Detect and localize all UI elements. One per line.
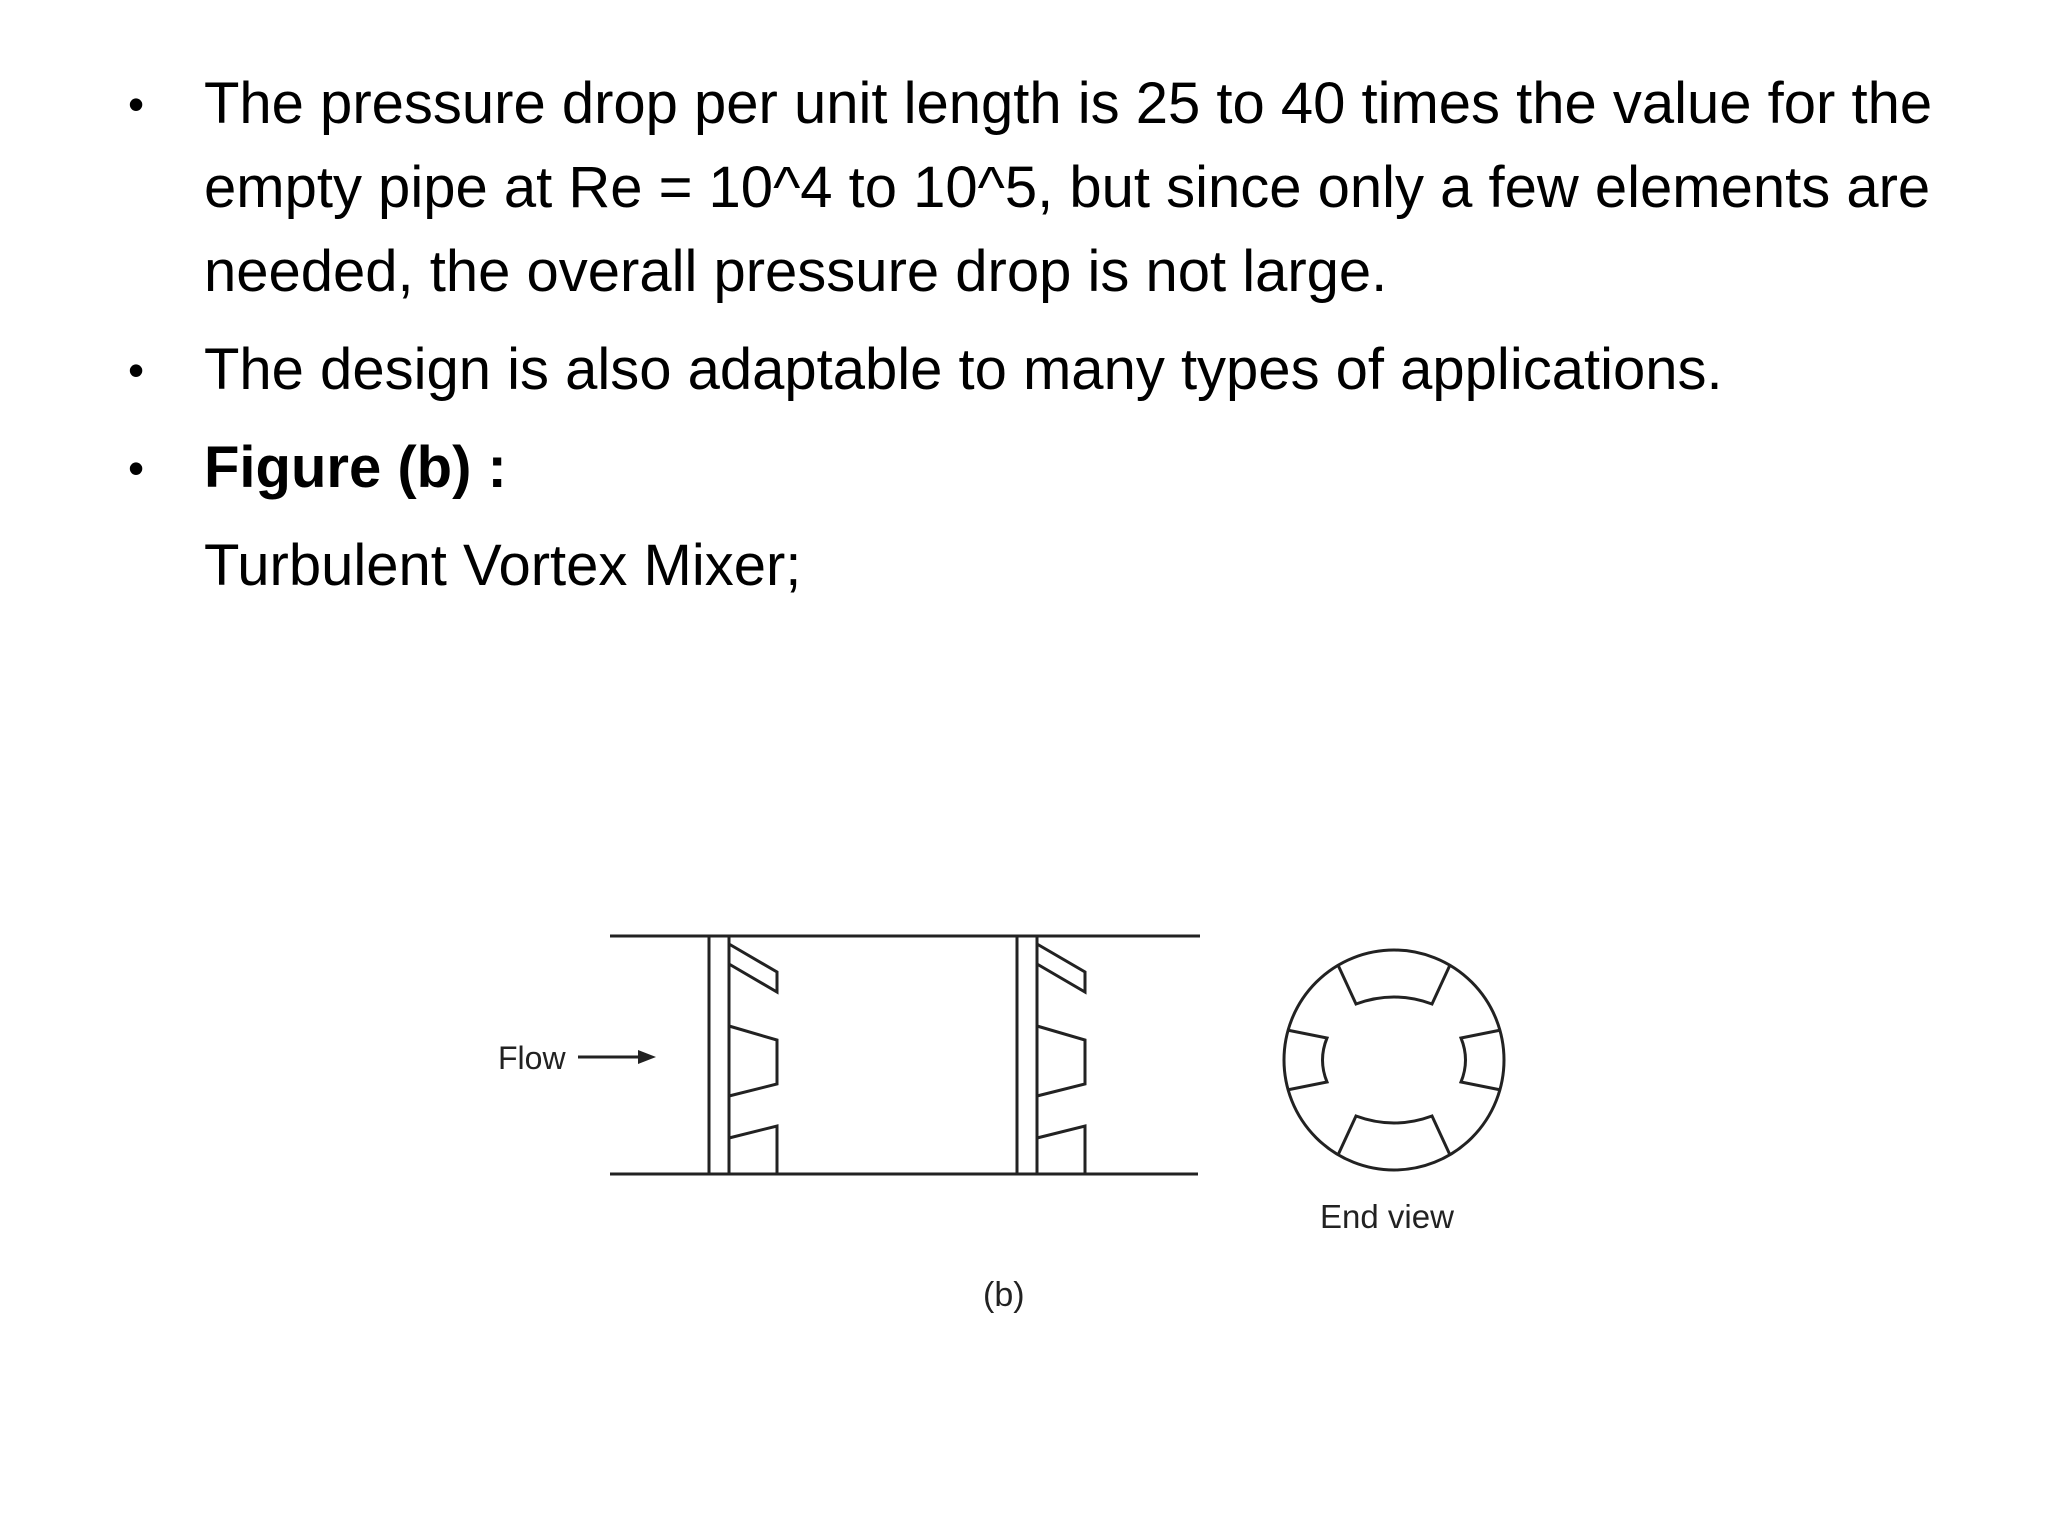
element-1-tab-middle [729, 1026, 777, 1096]
figure-description: Turbulent Vortex Mixer; [204, 533, 802, 598]
bullet-text-bold: Figure (b) : [204, 435, 507, 500]
bullet-item-pressure-drop [120, 62, 1980, 314]
figure-caption: (b) [983, 1276, 1025, 1314]
flow-label: Flow [498, 1040, 566, 1076]
bullet-dot-icon: • [128, 78, 145, 130]
mixer-diagram [480, 900, 1540, 1340]
element-1-tab-bottom [729, 1126, 777, 1174]
bullet-dot-icon: • [128, 442, 145, 494]
end-view-tab-right [1461, 1030, 1501, 1090]
end-view-tab-top [1338, 965, 1450, 1004]
mixer-figure [480, 900, 1540, 1340]
end-view-label: End view [1320, 1198, 1454, 1235]
element-1-tab-top [729, 944, 777, 992]
bullet-item-design [120, 328, 1980, 412]
element-2-tab-bottom [1037, 1126, 1085, 1174]
bullet-dot-icon: • [128, 344, 145, 396]
bullet-text: The design is also adaptable to many types of applications. [204, 337, 1723, 402]
bullet-list [120, 62, 1980, 608]
end-view-tab-left [1287, 1030, 1327, 1090]
end-view-outer-circle [1284, 950, 1504, 1170]
pipe-side-view [610, 936, 1200, 1174]
element-2-tab-middle [1037, 1026, 1085, 1096]
end-view-circle [1284, 950, 1504, 1170]
bullet-item-figure [120, 426, 1980, 510]
end-view-tab-bottom [1338, 1116, 1450, 1155]
flow-arrow-icon [578, 1050, 656, 1064]
bullet-text: The pressure drop per unit length is 25 to 40 times the value for the empty pipe at Re = 10^4 to 10^5, but since only a few elements are needed, the overall pressure drop is not large. [204, 71, 1933, 304]
element-2-tab-top [1037, 944, 1085, 992]
